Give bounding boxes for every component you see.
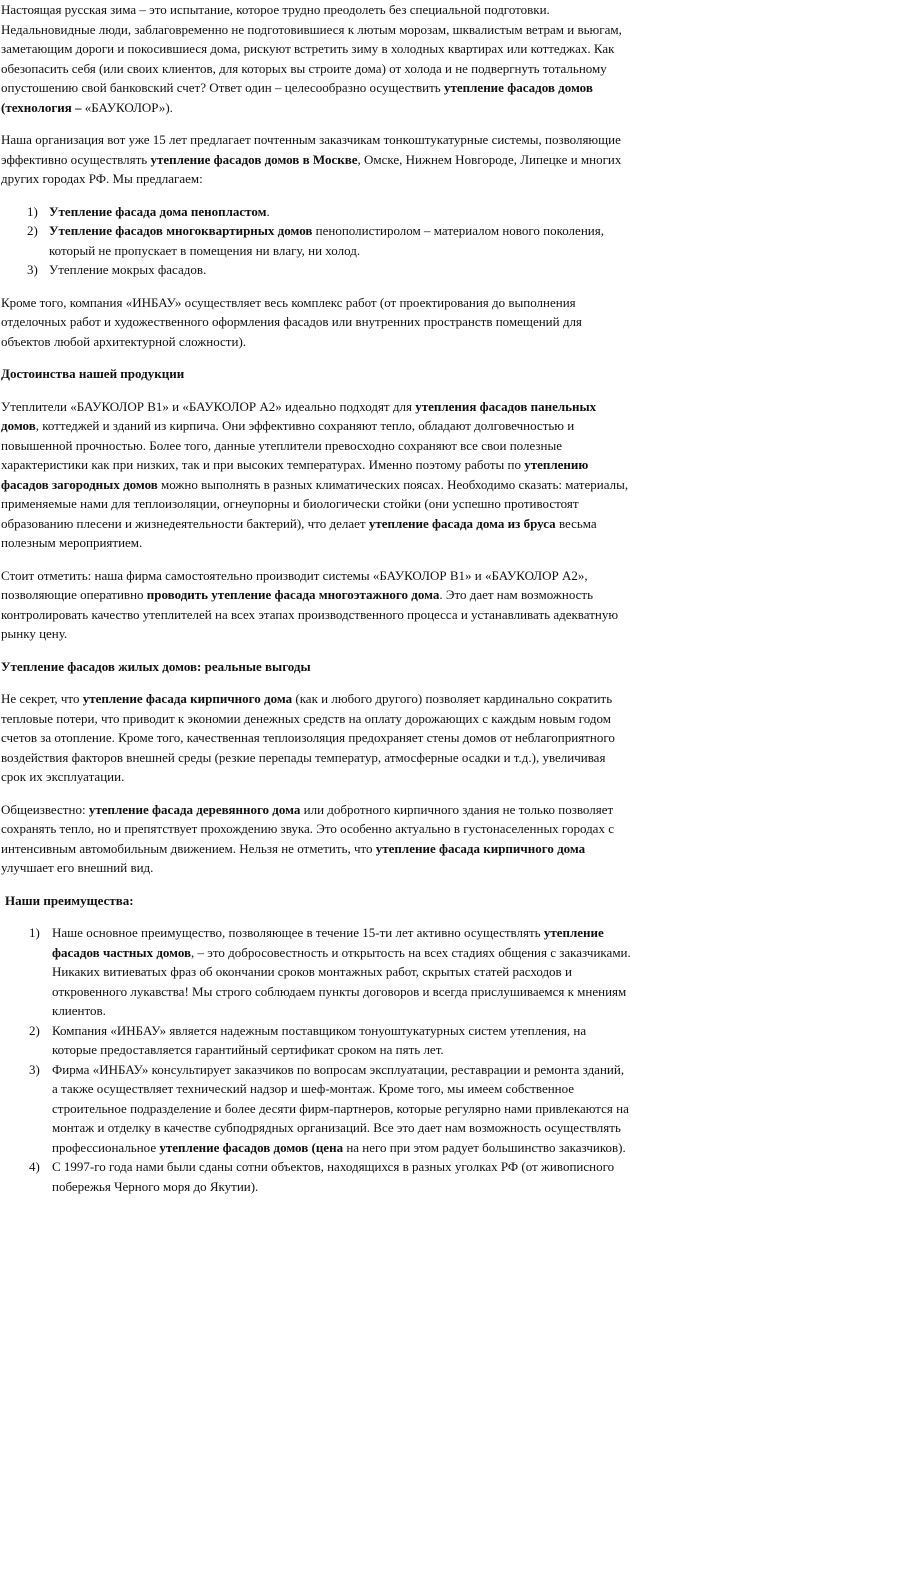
text-run: . Это дает нам возможность контролировать качество утеплителей на всех этапах производственного процесса и устанавливать адекватную рынку цену. bbox=[1, 587, 619, 641]
list-item bbox=[1, 1021, 631, 1060]
text-run: пенополистиролом – материалом нового поколения, который не пропускает в помещения ни влагу, ни холод. bbox=[49, 223, 604, 258]
text-run: , коттеджей и зданий из кирпича. Они эффективно сохраняют тепло, обладают долговечностью и повышенной прочностью. Более того, данные утеплители превосходно сохраняют все свои полезные характеристики как при низких, так и при высоких температурах. Именно поэтому работы по bbox=[1, 418, 575, 472]
list-number: 4) bbox=[29, 1159, 40, 1174]
text-run: . bbox=[266, 203, 270, 219]
text-run: Фирма «ИНБАУ» консультирует заказчиков по вопросам эксплуатации, реставрации и ремонта зданий, а также осуществляет технический надзор и шеф-монтаж. Кроме того, мы имеем собственное строительное подразделение и более десяти фирм-партнеров, которые регулярно нами привлекаются на монтаж и отделку в качестве субподрядных организаций. Все это дает нам возможность осуществлять профессиональное bbox=[52, 1061, 629, 1155]
complex-works-paragraph bbox=[1, 293, 631, 352]
brick-house-paragraph bbox=[1, 689, 631, 787]
list-number: 2) bbox=[29, 1022, 40, 1038]
bold-keyword: утепление фасадов домов в Москве bbox=[150, 151, 358, 167]
bold-keyword: утеплению фасадов загородных домов bbox=[1, 457, 589, 492]
production-paragraph bbox=[1, 566, 631, 644]
heading-advantages-product: Достоинства нашей продукции bbox=[1, 366, 185, 381]
text-run: С 1997-го года нами были сданы сотни объектов, находящихся в разных уголках РФ (от живописного побережья Черного моря до Якутии). bbox=[52, 1159, 615, 1194]
bold-keyword: Утепление фасадов многоквартирных домов bbox=[49, 223, 313, 238]
text-run: или добротного кирпичного здания не только позволяет сохранять тепло, но и препятствует прохождению звука. Это особенно актуально в густонаселенных городах с интенсивным автомобильным движением. Нельзя не отметить, что bbox=[1, 801, 614, 856]
wooden-house-paragraph bbox=[1, 800, 631, 878]
text-run: Настоящая русская зима – это испытание, которое трудно преодолеть без специальной подготовки. Недальновидные люди, заблаговременно не подготовившиеся к лютым морозам, шквалистым ветрам и вьюгам, заметающим дороги и покосившиеся дома, рискуют встретить зиму в холодных квартирах или коттеджах. Как обезопасить себя (или своих клиентов, для которых вы строите дома) от холода и не подвергнуть тотальному опустошению свой банковский счет? Ответ один – целесообразно осуществить bbox=[1, 2, 622, 95]
insulators-paragraph bbox=[1, 397, 631, 553]
list-number: 3) bbox=[27, 262, 38, 277]
bold-keyword: утепления фасадов панельных домов bbox=[1, 398, 597, 433]
text-run: улучшает его внешний вид. bbox=[1, 860, 154, 875]
advantages-list bbox=[1, 923, 631, 1196]
text-run: «БАУКОЛОР»). bbox=[81, 99, 173, 115]
text-run: Стоит отметить: наша фирма самостоятельно производит системы «БАУКОЛОР В1» и «БАУКОЛОР А2», позволяющие оперативно bbox=[1, 567, 588, 602]
services-list bbox=[1, 202, 631, 280]
bold-keyword: утепление фасада деревянного дома bbox=[88, 801, 301, 817]
offer-paragraph bbox=[1, 130, 631, 189]
list-item bbox=[1, 923, 631, 1021]
text-run: на него при этом радует большинство заказчиков). bbox=[343, 1139, 626, 1155]
article-body bbox=[1, 0, 631, 1196]
bold-keyword: утепление фасада дома из бруса bbox=[368, 515, 556, 531]
list-item bbox=[1, 1157, 631, 1196]
list-item bbox=[1, 221, 631, 260]
text-run: Наша организация вот уже 15 лет предлагает почтенным заказчикам тонкоштукатурные системы, позволяющие эффективно осуществлять bbox=[1, 132, 621, 167]
heading-real-benefits: Утепление фасадов жилых домов: реальные выгоды bbox=[1, 658, 311, 674]
heading-our-advantages: Наши преимущества: bbox=[5, 892, 134, 908]
bold-keyword: утепление фасадов домов (цена bbox=[159, 1139, 344, 1155]
text-run: , – это добросовестность и открытость на всех стадиях общения с заказчиками. Никаких витиеватых фраз об окончании сроков монтажных работ, скрытых статей расходов и откровенного лукавства! Мы строго соблюдаем пункты договоров и всегда прислушиваемся к мнениям клиентов. bbox=[52, 944, 631, 1018]
bold-keyword: утепление фасадов домов (технология – bbox=[1, 80, 593, 115]
list-item bbox=[1, 1060, 631, 1158]
bold-keyword: утепление фасада кирпичного дома bbox=[375, 840, 586, 856]
bold-keyword: утепление фасада кирпичного дома bbox=[82, 691, 293, 706]
list-number: 3) bbox=[29, 1061, 40, 1077]
text-run: , Омске, Нижнем Новгороде, Липецке и многих других городах РФ. Мы предлагаем: bbox=[1, 151, 622, 186]
text-run: Не секрет, что bbox=[1, 691, 83, 706]
text-run: Утепление мокрых фасадов. bbox=[49, 262, 207, 277]
text-run: Общеизвестно: bbox=[1, 801, 89, 817]
list-item bbox=[1, 260, 631, 280]
text-run: Наше основное преимущество, позволяющее в течение 15-ти лет активно осуществлять bbox=[52, 925, 544, 940]
bold-keyword: Утепление фасада дома пенопластом bbox=[49, 203, 267, 219]
list-number: 1) bbox=[29, 925, 40, 940]
list-number: 2) bbox=[27, 223, 38, 238]
text-run: можно выполнять в разных климатических поясах. Необходимо сказать: материалы, применяемые нами для теплоизоляции, огнеупорны и биологически стойки (они успешно противостоят образованию плесени и жизнедеятельности бактерий), что делает bbox=[1, 476, 629, 531]
bold-keyword: утепление фасадов частных домов bbox=[52, 925, 604, 960]
text-run: весьма полезным мероприятием. bbox=[1, 515, 597, 550]
intro-paragraph bbox=[1, 0, 631, 117]
list-item bbox=[1, 202, 631, 222]
text-run: Утеплители «БАУКОЛОР В1» и «БАУКОЛОР А2» идеально подходят для bbox=[1, 398, 416, 414]
text-run: (как и любого другого) позволяет кардинально сократить тепловые потери, что приводит к экономии денежных средств на оплату дорожающих с каждым новым годом счетов за отопление. Кроме того, качественная теплоизоляция предохраняет стены домов от неблагоприятного воздействия факторов внешней среды (резкие перепады температур, атмосферные осадки и т.д.), увеличивая срок их эксплуатации. bbox=[1, 691, 615, 784]
text-run: Компания «ИНБАУ» является надежным поставщиком тонуоштукатурных систем утепления, на которые предоставляется гарантийный сертификат сроком на пять лет. bbox=[52, 1022, 587, 1057]
list-number: 1) bbox=[27, 203, 38, 219]
text-run: Кроме того, компания «ИНБАУ» осуществляет весь комплекс работ (от проектирования до выполнения отделочных работ и художественного оформления фасадов или внутренних пространств помещений для объектов любой архитектурной сложности). bbox=[1, 294, 582, 349]
bold-keyword: проводить утепление фасада многоэтажного дома bbox=[146, 587, 440, 602]
